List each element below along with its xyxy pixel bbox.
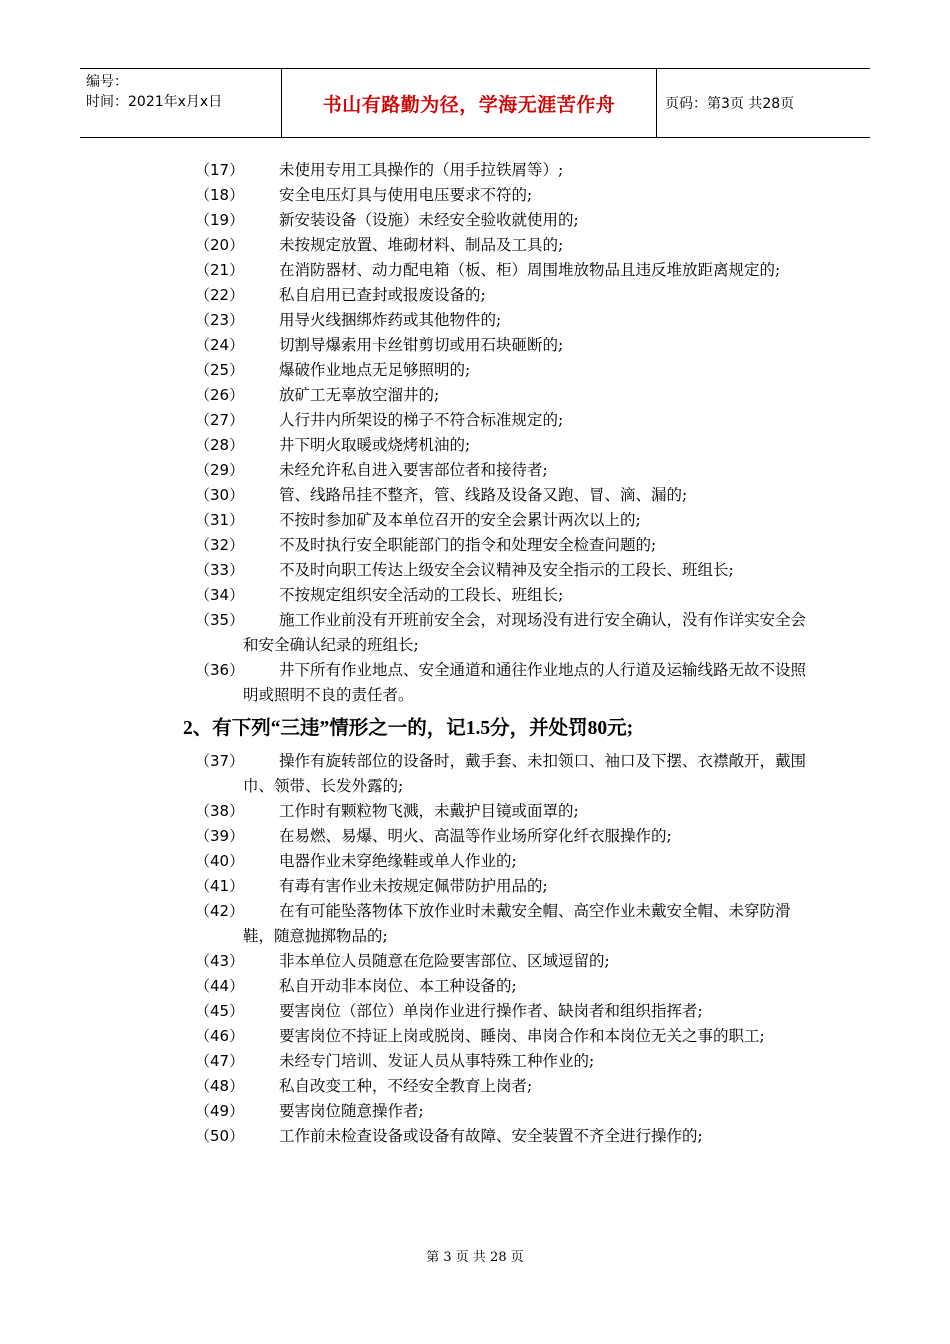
list-item (183, 508, 813, 533)
item-number: （18） (195, 186, 245, 204)
item-number: （40） (195, 852, 245, 870)
item-number: （34） (195, 586, 245, 604)
item-number: （28） (195, 436, 245, 454)
date-label: 时间：2021年x月x日 (86, 94, 223, 110)
item-text: 要害岗位随意操作者; (279, 1102, 424, 1120)
list-item (183, 874, 813, 899)
item-number: （23） (195, 311, 245, 329)
list-item (183, 608, 813, 658)
list-item (183, 749, 813, 799)
list-item (183, 1024, 813, 1049)
list-item (183, 458, 813, 483)
header-meta (80, 69, 282, 137)
list-item (183, 233, 813, 258)
item-text: 未经允许私自进入要害部位者和接待者; (279, 461, 548, 479)
item-number: （17） (195, 161, 245, 179)
item-number: （24） (195, 336, 245, 354)
item-text: 新安装设备（设施）未经安全验收就使用的; (279, 211, 579, 229)
header-page-info: 页码：第3页 共28页 (665, 96, 795, 112)
list-item (183, 999, 813, 1024)
item-text: 在易燃、易爆、明火、高温等作业场所穿化纤衣服操作的; (279, 827, 672, 845)
item-text: 未经专门培训、发证人员从事特殊工种作业的; (279, 1052, 595, 1070)
item-text: 爆破作业地点无足够照明的; (279, 361, 471, 379)
document-body (183, 158, 813, 1149)
item-number: （32） (195, 536, 245, 554)
list-item (183, 1099, 813, 1124)
item-number: （31） (195, 511, 245, 529)
item-text: 未按规定放置、堆砌材料、制品及工具的; (279, 236, 564, 254)
item-text: 电器作业未穿绝缘鞋或单人作业的; (279, 852, 517, 870)
item-text: 有毒有害作业未按规定佩带防护用品的; (279, 877, 548, 895)
item-text: 在消防器材、动力配电箱（板、柜）周围堆放物品且违反堆放距离规定的; (279, 261, 781, 279)
list-item (183, 1124, 813, 1149)
item-number: （36） (195, 661, 245, 679)
item-text: 用导火线捆绑炸药或其他物件的; (279, 311, 502, 329)
list-item (183, 183, 813, 208)
item-text: 要害岗位（部位）单岗作业进行操作者、缺岗者和组织指挥者; (279, 1002, 703, 1020)
page-footer: 第 3 页 共 28 页 (426, 1250, 524, 1265)
list-item (183, 408, 813, 433)
item-number: （22） (195, 286, 245, 304)
item-number: （30） (195, 486, 245, 504)
item-number: （45） (195, 1002, 245, 1020)
list-item (183, 1049, 813, 1074)
list-item (183, 799, 813, 824)
list-item (183, 258, 813, 283)
item-text: 工作前未检查设备或设备有故障、安全装置不齐全进行操作的; (279, 1127, 703, 1145)
list-item (183, 849, 813, 874)
list-item (183, 899, 813, 949)
list-item (183, 158, 813, 183)
item-number: （41） (195, 877, 245, 895)
item-number: （44） (195, 977, 245, 995)
item-text: 施工作业前没有开班前安全会，对现场没有进行安全确认，没有作详实安全会和安全确认纪录的班组长; (243, 611, 807, 654)
item-text: 不按规定组织安全活动的工段长、班组长; (279, 586, 564, 604)
page-header (80, 68, 870, 138)
item-number: （29） (195, 461, 245, 479)
item-text: 私自开动非本岗位、本工种设备的; (279, 977, 517, 995)
header-motto: 书山有路勤为径，学海无涯苦作舟 (282, 69, 657, 137)
list-item (183, 283, 813, 308)
item-text: 要害岗位不持证上岗或脱岗、睡岗、串岗合作和本岗位无关之事的职工; (279, 1027, 765, 1045)
item-text: 井下明火取暖或烧烤机油的; (279, 436, 471, 454)
item-number: （38） (195, 802, 245, 820)
item-number: （48） (195, 1077, 245, 1095)
item-text: 井下所有作业地点、安全通道和通往作业地点的人行道及运输线路无故不设照明或照明不良的责任者。 (243, 661, 807, 704)
item-list-a (183, 158, 813, 708)
item-text: 工作时有颗粒物飞溅，未戴护目镜或面罩的; (279, 802, 579, 820)
list-item (183, 208, 813, 233)
item-text: 私自启用已查封或报废设备的; (279, 286, 486, 304)
list-item (183, 483, 813, 508)
code-label: 编号： (86, 74, 128, 90)
item-number: （46） (195, 1027, 245, 1045)
item-text: 私自改变工种，不经安全教育上岗者; (279, 1077, 533, 1095)
item-text: 非本单位人员随意在危险要害部位、区域逗留的; (279, 952, 610, 970)
list-item (183, 974, 813, 999)
list-item (183, 358, 813, 383)
list-item (183, 1074, 813, 1099)
item-text: 管、线路吊挂不整齐，管、线路及设备又跑、冒、滴、漏的; (279, 486, 688, 504)
item-number: （33） (195, 561, 245, 579)
item-number: （26） (195, 386, 245, 404)
item-number: （20） (195, 236, 245, 254)
section-heading: 2、有下列“三违”情形之一的，记1.5分，并处罚80元; (183, 718, 634, 739)
list-item (183, 824, 813, 849)
item-text: 放矿工无辜放空溜井的; (279, 386, 440, 404)
list-item (183, 583, 813, 608)
item-number: （37） (195, 752, 245, 770)
list-item (183, 533, 813, 558)
list-item (183, 433, 813, 458)
item-number: （27） (195, 411, 245, 429)
list-item (183, 558, 813, 583)
item-number: （47） (195, 1052, 245, 1070)
item-number: （19） (195, 211, 245, 229)
item-text: 人行井内所架设的梯子不符合标准规定的; (279, 411, 564, 429)
item-text: 切割导爆索用卡丝钳剪切或用石块砸断的; (279, 336, 564, 354)
list-item (183, 949, 813, 974)
item-text: 未使用专用工具操作的（用手拉铁屑等）; (279, 161, 564, 179)
item-text: 操作有旋转部位的设备时，戴手套、未扣领口、袖口及下摆、衣襟敞开，戴围巾、领带、长发外露的; (243, 752, 807, 795)
item-list-b (183, 749, 813, 1149)
list-item (183, 333, 813, 358)
item-number: （49） (195, 1102, 245, 1120)
list-item (183, 383, 813, 408)
item-number: （50） (195, 1127, 245, 1145)
item-number: （42） (195, 902, 245, 920)
item-text: 安全电压灯具与使用电压要求不符的; (279, 186, 533, 204)
item-text: 不及时向职工传达上级安全会议精神及安全指示的工段长、班组长; (279, 561, 734, 579)
item-text: 不及时执行安全职能部门的指令和处理安全检查问题的; (279, 536, 657, 554)
list-item (183, 658, 813, 708)
item-number: （39） (195, 827, 245, 845)
item-number: （35） (195, 611, 245, 629)
item-number: （25） (195, 361, 245, 379)
item-number: （43） (195, 952, 245, 970)
item-number: （21） (195, 261, 245, 279)
item-text: 不按时参加矿及本单位召开的安全会累计两次以上的; (279, 511, 641, 529)
item-text: 在有可能坠落物体下放作业时未戴安全帽、高空作业未戴安全帽、未穿防滑鞋，随意抛掷物品的; (243, 902, 791, 945)
list-item (183, 308, 813, 333)
